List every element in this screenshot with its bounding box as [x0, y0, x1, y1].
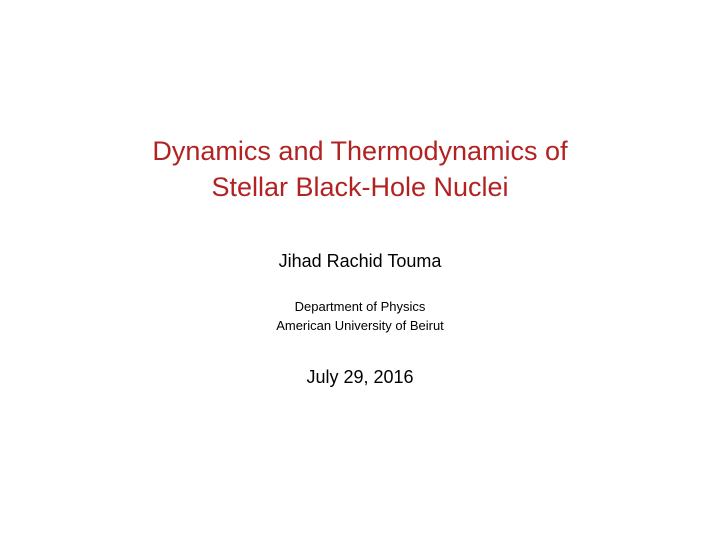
presentation-date: July 29, 2016	[306, 367, 414, 387]
author-name: Jihad Rachid Touma	[278, 251, 442, 271]
slide-title-line-1: Dynamics and Thermodynamics of	[152, 136, 568, 166]
slide-title-line-2: Stellar Black-Hole Nuclei	[211, 172, 509, 202]
institute-department: Department of Physics	[294, 299, 426, 314]
institute-university: American University of Beirut	[276, 318, 444, 333]
slide-title	[0, 133, 720, 205]
institute	[0, 297, 720, 335]
